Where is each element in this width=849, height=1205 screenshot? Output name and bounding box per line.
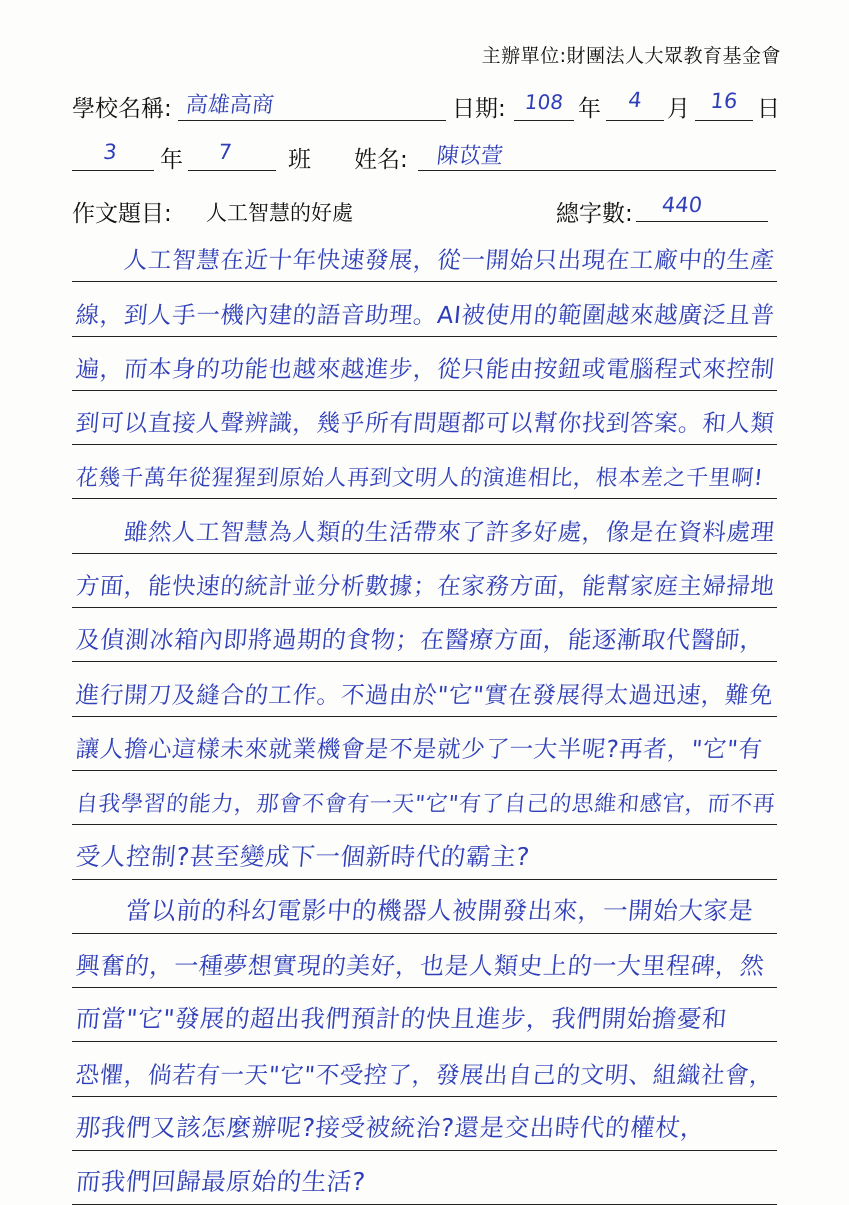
grade-underline xyxy=(72,170,154,171)
essay-line-text: 興奮的，一種夢想實現的美好，也是人類史上的一大里程碑，然 xyxy=(74,952,766,981)
grade-label: 年 xyxy=(160,147,183,173)
essay-line-text: 方面，能快速的統計並分析數據；在家務方面，能幫家庭主婦掃地 xyxy=(74,572,776,601)
month-label: 月 xyxy=(667,96,690,122)
essay-line-text: 人工智慧在近十年快速發展，從一開始只出現在工廠中的生產 xyxy=(74,246,776,275)
essay-line xyxy=(72,934,777,988)
essay-line xyxy=(72,880,777,934)
count-value: 440 xyxy=(660,193,704,217)
essay-line xyxy=(72,988,777,1042)
essay-line-text: 而當"它"發展的超出我們預計的快且進步，我們開始擔憂和 xyxy=(74,1004,729,1034)
essay-line xyxy=(72,337,777,391)
essay-body xyxy=(72,228,777,1205)
essay-line-text: 線，到人手一機內建的語音助理。AI被使用的範圍越來越廣泛且普 xyxy=(74,300,777,329)
class-label: 班 xyxy=(288,147,311,173)
essay-line-text: 遍，而本身的功能也越來越進步，從只能由按鈕或電腦程式來控制 xyxy=(74,354,776,383)
essay-line-text: 自我學習的能力，那會不會有一天"它"有了自己的思維和感官，而不再 xyxy=(74,792,777,818)
essay-line xyxy=(72,1097,777,1151)
count-label: 總字數: xyxy=(556,201,633,227)
essay-line xyxy=(72,717,777,771)
school-underline xyxy=(178,120,446,121)
essay-line xyxy=(72,554,777,608)
day-label: 日 xyxy=(757,96,780,122)
topic-label: 作文題目: xyxy=(72,201,172,227)
essay-line-text: 受人控制?甚至變成下一個新時代的霸主? xyxy=(74,841,532,871)
name-underline xyxy=(418,170,776,171)
essay-line-text: 及偵測冰箱內即將過期的食物；在醫療方面，能逐漸取代醫師， xyxy=(74,626,766,655)
school-value: 高雄高商 xyxy=(184,93,276,118)
essay-line xyxy=(72,1151,777,1205)
essay-line-text: 那我們又該怎麼辦呢?接受被統治?還是交出時代的權杖， xyxy=(74,1113,707,1143)
month-value: 4 xyxy=(627,88,643,112)
year-underline xyxy=(514,120,574,121)
day-underline xyxy=(695,120,753,121)
essay-line xyxy=(72,282,777,336)
essay-line xyxy=(72,662,777,716)
essay-line xyxy=(72,445,777,499)
date-label: 日期: xyxy=(452,96,506,122)
name-value: 陳苡萱 xyxy=(435,144,505,169)
school-label: 學校名稱: xyxy=(72,96,172,122)
essay-line-text: 恐懼，倘若有一天"它"不受控了，發展出自己的文明、組織社會， xyxy=(74,1060,775,1089)
class-underline xyxy=(188,170,276,171)
day-value: 16 xyxy=(709,89,739,113)
essay-line-text: 到可以直接人聲辨識，幾乎所有問題都可以幫你找到答案。和人類 xyxy=(74,409,776,438)
essay-line xyxy=(72,228,777,282)
count-underline xyxy=(636,221,768,222)
class-value: 7 xyxy=(217,140,233,164)
organizer-text: 主辦單位:財團法人大眾教育基金會 xyxy=(481,45,781,67)
essay-line-text: 而我們回歸最原始的生活? xyxy=(74,1167,367,1197)
essay-line-text: 當以前的科幻電影中的機器人被開發出來，一開始大家是 xyxy=(74,895,755,925)
year-label: 年 xyxy=(578,96,601,122)
essay-line xyxy=(72,391,777,445)
essay-line xyxy=(72,608,777,662)
topic-value: 人工智慧的好處 xyxy=(206,201,353,225)
grade-value: 3 xyxy=(102,140,118,164)
month-underline xyxy=(606,120,664,121)
year-value: 108 xyxy=(523,90,565,114)
essay-line-text: 雖然人工智慧為人類的生活帶來了許多好處，像是在資料處理 xyxy=(74,517,776,546)
essay-line-text: 進行開刀及縫合的工作。不過由於"它"實在發展得太過迅速，難免 xyxy=(74,680,775,709)
essay-line-text: 花幾千萬年從猩猩到原始人再到文明人的演進相比，根本差之千里啊! xyxy=(74,466,765,492)
name-label: 姓名: xyxy=(354,147,408,173)
essay-line xyxy=(72,1042,777,1096)
essay-line xyxy=(72,499,777,553)
essay-line-text: 讓人擔心這樣未來就業機會是不是就少了一大半呢?再者，"它"有 xyxy=(74,734,764,763)
essay-line xyxy=(72,825,777,879)
essay-line xyxy=(72,771,777,825)
